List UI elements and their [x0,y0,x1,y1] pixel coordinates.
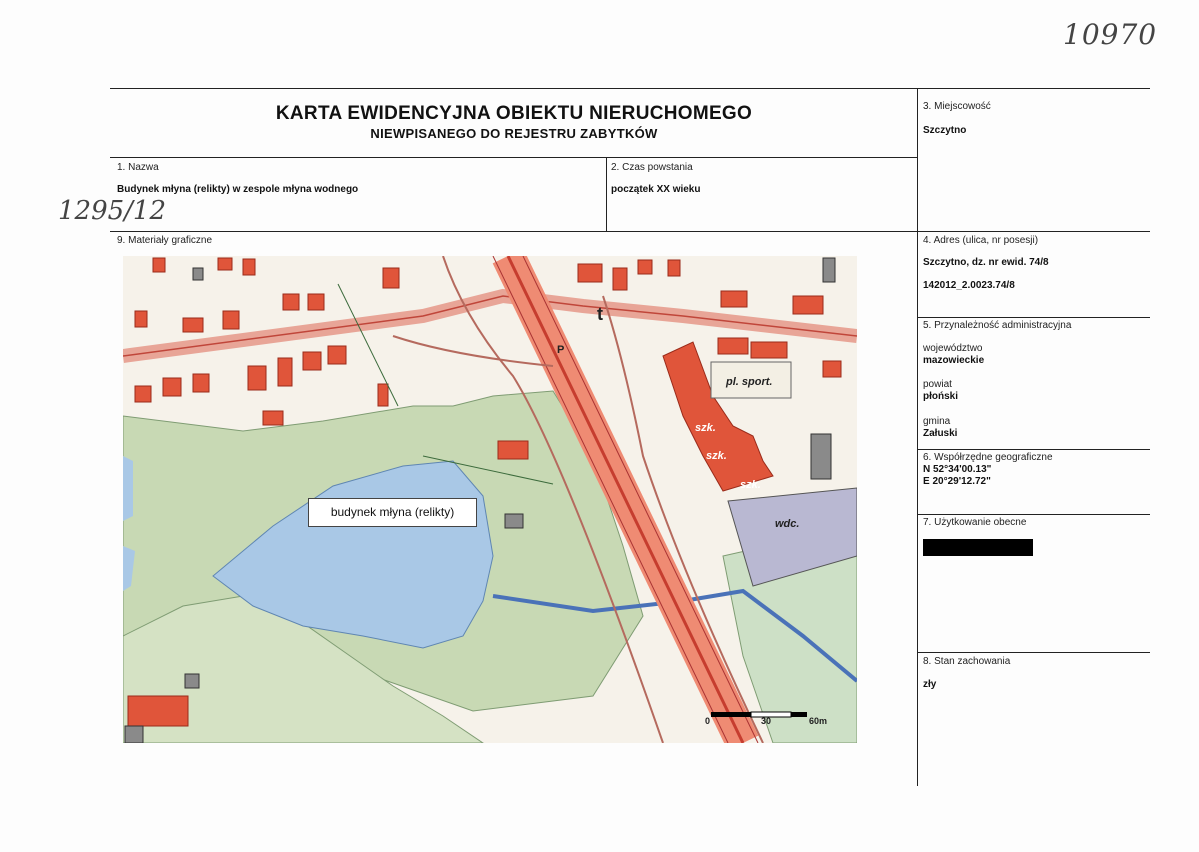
frame-divider-main [917,88,918,786]
frame-line-above-materials [110,231,1150,232]
frame-line-admin [917,317,1150,318]
coordinates-east: E 20°29'12.72" [923,476,991,487]
card-subtitle: NIEWPISANEGO DO REJESTRU ZABYTKÓW [370,126,658,141]
map-label-school-2: szk. [706,450,727,462]
frame-divider-fields [606,157,607,231]
card-title: KARTA EWIDENCYJNA OBIEKTU NIERUCHOMEGO [275,103,753,124]
map-label-parking: P [557,344,565,356]
address-label: 4. Adres (ulica, nr posesji) [923,235,1039,246]
map-label-school-1: szk. [695,422,716,434]
handwritten-stamp-number: 10970 [1063,18,1158,51]
condition-value: zły [923,679,937,690]
map-label-t: t [597,304,603,324]
commune-value: Załuski [923,428,958,439]
date-label: 2. Czas powstania [611,162,693,173]
coordinates-north: N 52°34'00.13" [923,464,992,475]
frame-line-condition [917,652,1150,653]
admin-label: 5. Przynależność administracyjna [923,320,1072,331]
scale-label-60: 60m [809,716,828,726]
county-label: powiat [923,379,952,390]
frame-line-usage [917,514,1150,515]
voivodeship-label: województwo [923,343,983,354]
frame-line-geo [917,449,1150,450]
voivodeship-value: mazowieckie [923,355,985,366]
map-label-wdc: wdc. [775,518,800,530]
place-value: Szczytno [923,125,967,136]
graphics-label: 9. Materiały graficzne [117,235,213,246]
scale-label-0: 0 [705,716,711,726]
place-label: 3. Miejscowość [923,101,991,112]
commune-label: gmina [923,416,951,427]
map-callout-mill: budynek młyna (relikty) [308,498,477,527]
coordinates-label: 6. Współrzędne geograficzne [923,452,1053,463]
date-value: początek XX wieku [611,184,701,195]
map-label-school-3: szk. [740,479,761,491]
address-value: Szczytno, dz. nr ewid. 74/8 [923,257,1049,268]
site-map [123,256,857,743]
map-label-sports-field: pl. sport. [726,376,773,388]
scale-label-30: 30 [761,716,772,726]
site-map-drawing [123,256,857,743]
name-value: Budynek młyna (relikty) w zespole młyna wodnego [117,184,359,195]
frame-line-under-title [110,157,918,158]
redaction-bar [923,539,1033,556]
frame-top-line [110,88,1150,89]
usage-label: 7. Użytkowanie obecne [923,517,1027,528]
handwritten-reference: 1295/12 [58,196,167,226]
address-parcel-id: 142012_2.0023.74/8 [923,280,1015,291]
name-label: 1. Nazwa [117,162,159,173]
county-value: płoński [923,391,959,402]
condition-label: 8. Stan zachowania [923,656,1011,667]
